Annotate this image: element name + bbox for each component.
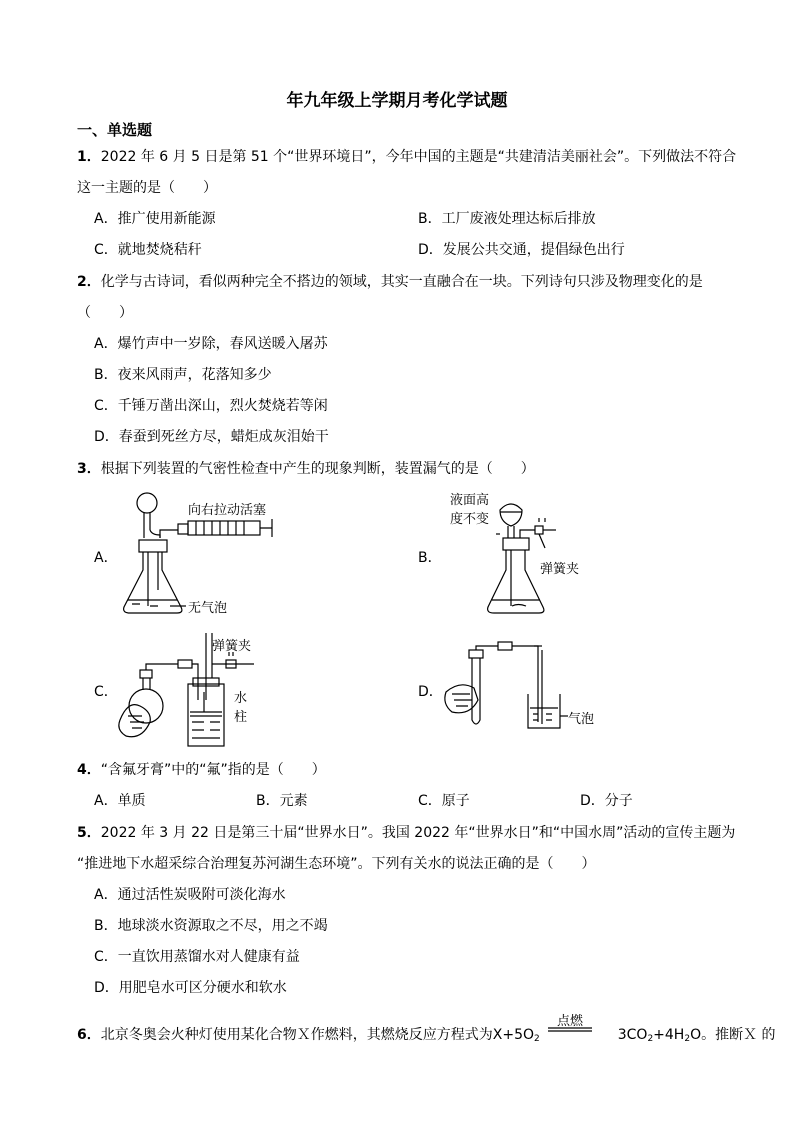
equation-right-2-subscript: 2	[684, 1034, 691, 1044]
question-5-stem: 2022 年 3 月 22 日是第三十届“世界水日”。我国 2022 年“世界水日”和“中国水周”活动的宣传主题为	[100, 825, 736, 841]
figure-c-clip-label: 弹簧夹	[212, 639, 252, 654]
question-2-option-d[interactable]: D．春蚕到死丝方尽，蜡炬成灰泪始干	[94, 429, 329, 445]
question-3-option-a[interactable]: A．	[94, 550, 118, 566]
question-4-number: 4．	[77, 762, 101, 778]
equation-condition: 点燃	[557, 1014, 584, 1029]
figure-d-bubble-label: 气泡	[568, 712, 595, 727]
question-5-option-d[interactable]: D．用肥皂水可区分硬水和软水	[94, 980, 287, 996]
question-5-line-2: “推进地下水超采综合治理复苏河湖生态环境”。下列有关水的说法正确的是（ ）	[77, 856, 596, 872]
figure-b-level-label-1: 液面高	[450, 493, 490, 508]
question-5-option-b[interactable]: B．地球淡水资源取之不尽，用之不竭	[94, 918, 328, 934]
question-5-number: 5．	[77, 825, 101, 841]
figure-b-level-label-2: 度不变	[450, 512, 490, 527]
question-6-number: 6．	[77, 1027, 101, 1043]
figure-b-clip-label: 弹簧夹	[540, 562, 580, 577]
question-2-option-b[interactable]: B．夜来风雨声，花落知多少	[94, 367, 272, 383]
question-4-option-d[interactable]: D．分子	[580, 793, 633, 809]
question-1-option-c[interactable]: C．就地焚烧秸秆	[94, 242, 202, 258]
question-3-option-b[interactable]: B．	[418, 550, 442, 566]
question-4-option-b[interactable]: B．元素	[256, 793, 308, 809]
question-4-option-c[interactable]: C．原子	[418, 793, 470, 809]
page-title: 年九年级上学期月考化学试题	[286, 91, 508, 111]
equation-right-1-subscript: 2	[647, 1034, 654, 1044]
question-3-option-c[interactable]: C．	[94, 684, 118, 700]
question-1-option-d[interactable]: D．发展公共交通，提倡绿色出行	[418, 242, 625, 258]
figure-c-water-label-2: 柱	[234, 710, 248, 725]
question-3-option-d[interactable]: D．	[418, 684, 443, 700]
equation-left: X+5O	[492, 1027, 534, 1043]
figure-c-water-label-1: 水	[234, 691, 248, 706]
question-1-stem: 2022 年 6 月 5 日是第 51 个“世界环境日”，今年中国的主题是“共建清洁美丽社会”。下列做法不符合	[100, 149, 737, 165]
question-2-stem: 化学与古诗词，看似两种完全不搭边的领域，其实一直融合在一块。下列诗句只涉及物理变化的是	[100, 274, 703, 290]
question-2-number: 2．	[77, 274, 101, 290]
question-1-option-b[interactable]: B．工厂废液处理达标后排放	[418, 211, 596, 227]
question-1-number: 1．	[77, 149, 101, 165]
equation-right-1: 3CO	[617, 1027, 648, 1043]
question-5-option-c[interactable]: C．一直饮用蒸馏水对人健康有益	[94, 949, 300, 965]
question-4-stem: “含氟牙膏”中的“氟”指的是（ ）	[100, 762, 326, 778]
question-2-line-2: （ ）	[77, 305, 133, 321]
question-6-tail: 。推断Ｘ 的	[701, 1027, 776, 1043]
equation-right-3: O	[690, 1027, 702, 1043]
question-2-option-a[interactable]: A．爆竹声中一岁除，春风送暖入屠苏	[94, 336, 328, 352]
question-3-stem: 根据下列装置的气密性检查中产生的现象判断，装置漏气的是（ ）	[100, 461, 535, 477]
figure-a-piston-label: 向右拉动活塞	[188, 503, 267, 518]
question-6-stem: 北京冬奥会火种灯使用某化合物Ｘ作燃料，其燃烧反应方程式为	[100, 1027, 493, 1043]
figure-a-bubble-label: 无气泡	[188, 601, 228, 616]
question-3-number: 3．	[77, 461, 101, 477]
question-1-option-a[interactable]: A．推广使用新能源	[94, 211, 216, 227]
question-5-option-a[interactable]: A．通过活性炭吸附可淡化海水	[94, 887, 286, 903]
question-4-option-a[interactable]: A．单质	[94, 793, 146, 809]
section-heading: 一、单选题	[77, 121, 153, 139]
equation-right-2: +4H	[653, 1027, 685, 1043]
question-1-line-2: 这一主题的是（ ）	[77, 180, 217, 196]
equation-left-subscript: 2	[534, 1034, 540, 1044]
question-2-option-c[interactable]: C．千锤万凿出深山，烈火焚烧若等闲	[94, 398, 328, 414]
